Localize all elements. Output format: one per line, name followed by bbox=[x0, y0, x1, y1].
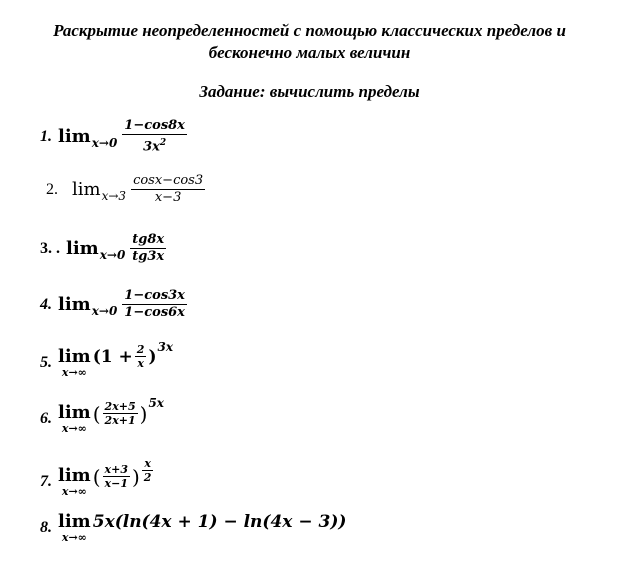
exponent-denominator: 2 bbox=[143, 471, 152, 484]
lim-subscript: x→∞ bbox=[61, 365, 87, 379]
title-line-2: бесконечно малых величин bbox=[208, 43, 411, 62]
fraction bbox=[122, 288, 187, 321]
problem-number: 2. bbox=[46, 180, 58, 198]
lim-subscript: x→3 bbox=[101, 188, 127, 203]
numerator: 2x+5 bbox=[104, 400, 136, 413]
lim-block bbox=[58, 512, 91, 544]
denominator: x−1 bbox=[104, 477, 128, 490]
lim-symbol: lim bbox=[58, 294, 91, 315]
problem-7 bbox=[40, 457, 155, 506]
close-paren: ) bbox=[131, 464, 140, 489]
problem-number: 3. . bbox=[40, 239, 60, 257]
denominator: $3x^2$ bbox=[143, 138, 167, 155]
close-paren: ) bbox=[148, 346, 157, 367]
lim-symbol: lim bbox=[66, 238, 99, 259]
lim-symbol: lim bbox=[58, 511, 91, 532]
lim-subscript: x→0 bbox=[99, 247, 126, 262]
fraction bbox=[103, 400, 138, 427]
lim-symbol: lim bbox=[58, 126, 91, 148]
numerator: 1−cos3x bbox=[124, 288, 185, 303]
open-paren: ( bbox=[92, 464, 101, 489]
problem-number: 7. bbox=[40, 472, 52, 490]
problem-2 bbox=[46, 173, 207, 206]
denominator: 1−cos6x bbox=[124, 305, 185, 320]
lim-block bbox=[58, 347, 91, 379]
numerator: cosx−cos3 bbox=[133, 173, 204, 188]
numerator: 1−cos8x bbox=[124, 118, 185, 133]
problem-5 bbox=[40, 339, 173, 382]
problem-number: 8. bbox=[40, 519, 52, 536]
fraction bbox=[131, 173, 205, 206]
problem-number: 5. bbox=[40, 353, 52, 371]
fraction bbox=[103, 463, 130, 490]
lim-symbol: lim bbox=[58, 401, 91, 423]
lim-symbol: lim bbox=[58, 345, 91, 367]
problem-number: 6. bbox=[40, 409, 52, 427]
lim-subscript: x→∞ bbox=[61, 484, 87, 498]
task-heading: Задание: вычислить пределы bbox=[199, 82, 420, 101]
lim-block bbox=[58, 403, 91, 435]
fraction bbox=[130, 232, 166, 265]
expression: 5x(ln(4x + 1) − ln(4x − 3)) bbox=[92, 512, 347, 532]
numerator: tg8x bbox=[132, 232, 165, 247]
denominator: x−3 bbox=[154, 190, 182, 205]
exponent-numerator: x bbox=[144, 457, 151, 470]
lim-block bbox=[58, 466, 91, 498]
problem-4 bbox=[40, 288, 189, 321]
open-expr: (1 + bbox=[92, 346, 133, 367]
lim-subscript: x→0 bbox=[91, 303, 118, 318]
problem-1 bbox=[40, 118, 189, 155]
exponent: 3x bbox=[157, 339, 173, 354]
denominator: 2x+1 bbox=[104, 414, 136, 427]
problem-8 bbox=[40, 512, 346, 544]
lim-subscript: x→∞ bbox=[61, 421, 87, 435]
fraction bbox=[135, 343, 147, 370]
problem-number: 1. bbox=[40, 127, 52, 145]
exponent: 5x bbox=[148, 395, 164, 410]
lim-subscript: x→∞ bbox=[61, 531, 87, 544]
numerator: 2 bbox=[136, 343, 145, 356]
close-paren: ) bbox=[139, 401, 148, 426]
lim-subscript: x→0 bbox=[91, 135, 118, 150]
exponent-fraction bbox=[142, 457, 154, 484]
problem-6 bbox=[40, 395, 164, 437]
numerator: x+3 bbox=[104, 463, 128, 476]
problem-3 bbox=[40, 232, 168, 265]
title-line-1: Раскрытие неопределенностей с помощью классических пределов и bbox=[53, 21, 566, 40]
lim-symbol: lim bbox=[72, 179, 101, 200]
denominator: tg3x bbox=[132, 249, 165, 264]
problem-number: 4. bbox=[40, 295, 52, 313]
document-title bbox=[0, 20, 619, 64]
lim-symbol: lim bbox=[58, 464, 91, 486]
fraction bbox=[122, 118, 187, 155]
open-paren: ( bbox=[92, 401, 101, 426]
denominator: x bbox=[137, 357, 144, 370]
